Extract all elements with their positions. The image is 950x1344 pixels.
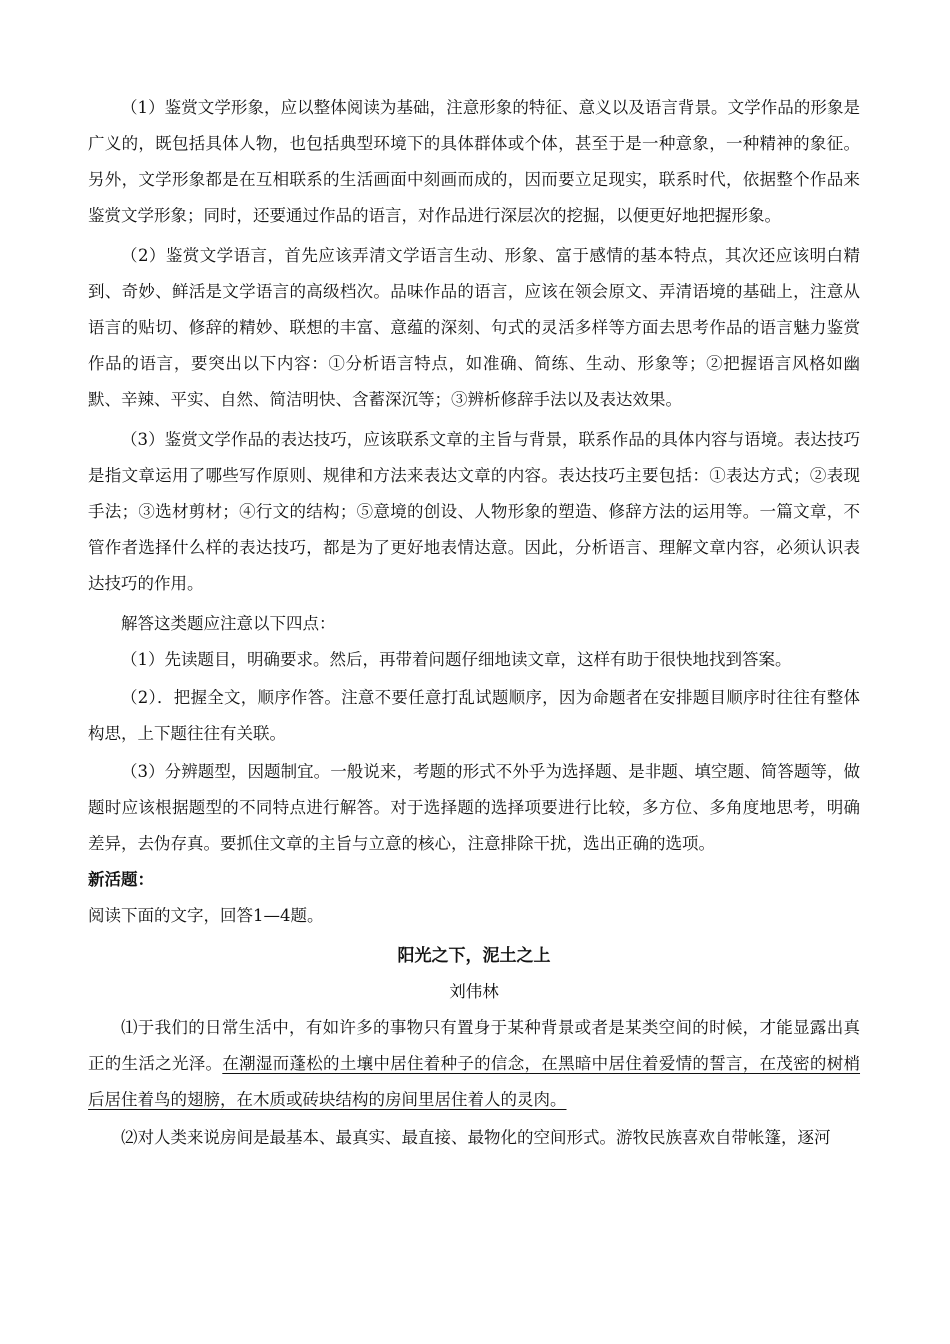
answering-point-1: （1）先读题目，明确要求。然后，再带着问题仔细地读文章，这样有助于很快地找到答案。	[121, 650, 792, 669]
document-page	[88, 88, 860, 1156]
article-author: 刘伟林	[449, 982, 499, 1001]
article-paragraph-1-underlined-text: 在潮湿而蓬松的土壤中居住着种子的信念，在黑暗中居住着爱情的誓言，在茂密的树梢后居住着鸟的翅膀，在木质或砖块结构的房间里居住着人的灵肉。	[88, 1054, 861, 1109]
article-paragraph-1-text: ⑴于我们的日常生活中，有如许多的事物只有置身于某种背景或者是某类空间的时候，才能显露出真正的生活之光泽。	[88, 1018, 860, 1073]
appreciation-paragraph-3: （3）鉴赏文学作品的表达技巧，应该联系文章的主旨与背景，联系作品的具体内容与语境。表达技巧是指文章运用了哪些写作原则、规律和方法来表达文章的内容。表达技巧主要包括：①表达方式；②表现手法；③选材剪材；④行文的结构；⑤意境的创设、人物形象的塑造、修辞方法的运用等。一篇文章，不管作者选择什么样的表达技巧，都是为了更好地表情达意。因此，分析语言、理解文章内容，必须认识表达技巧的作用。	[88, 430, 860, 593]
answering-intro: 解答这类题应注意以下四点：	[121, 614, 336, 633]
appreciation-paragraph-2: （2）鉴赏文学语言，首先应该弄清文学语言生动、形象、富于感情的基本特点，其次还应该明白精到、奇妙、鲜活是文学语言的高级档次。品味作品的语言，应该在领会原文、弄清语境的基础上，注意从语言的贴切、修辞的精妙、联想的丰富、意蕴的深刻、句式的灵活多样等方面去思考作品的语言魅力鉴赏作品的语言，要突出以下内容：①分析语言特点，如准确、简练、生动、形象等；②把握语言风格如幽默、辛辣、平实、自然、简洁明快、含蓄深沉等；③辨析修辞手法以及表达效果。	[88, 246, 860, 409]
article-paragraph-1	[88, 1010, 860, 1118]
new-questions-heading: 新活题：	[88, 870, 154, 889]
answering-point-2: （2）．把握全文，顺序作答。注意不要任意打乱试题顺序，因为命题者在安排题目顺序时往往有整体构思，上下题往往有关联。	[88, 688, 860, 743]
answering-point-3: （3）分辨题型，因题制宜。一般说来，考题的形式不外乎为选择题、是非题、填空题、简答题等，做题时应该根据题型的不同特点进行解答。对于选择题的选择项要进行比较，多方位、多角度地思考，明确差异，去伪存真。要抓住文章的主旨与立意的核心，注意排除干扰，选出正确的选项。	[88, 762, 860, 853]
reading-instruction: 阅读下面的文字，回答1—4题。	[88, 906, 324, 925]
article-paragraph-2: ⑵对人类来说房间是最基本、最真实、最直接、最物化的空间形式。游牧民族喜欢自带帐篷，逐河	[121, 1128, 831, 1147]
appreciation-paragraph-1: （1）鉴赏文学形象，应以整体阅读为基础，注意形象的特征、意义以及语言背景。文学作品的形象是广义的，既包括具体人物，也包括典型环境下的具体群体或个体，甚至于是一种意象，一种精神的象征。另外，文学形象都是在互相联系的生活画面中刻画而成的，因而要立足现实，联系时代，依据整个作品来鉴赏文学形象；同时，还要通过作品的语言，对作品进行深层次的挖掘，以便更好地把握形象。	[88, 98, 860, 225]
article-title: 阳光之下，泥土之上	[397, 946, 551, 966]
